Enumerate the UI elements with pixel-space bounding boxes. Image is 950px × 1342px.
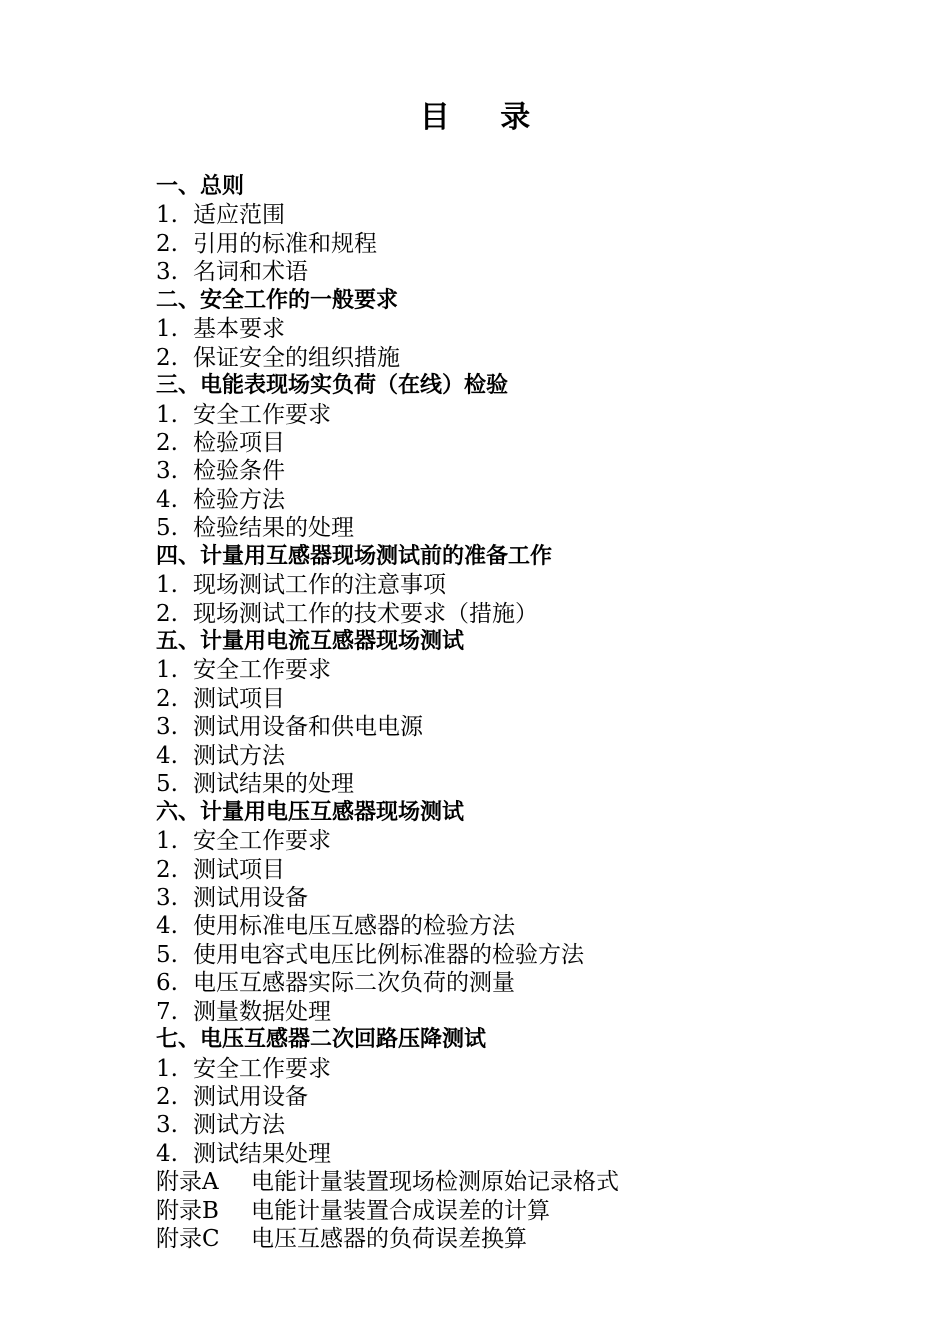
toc-item-number: 1. [156,657,178,684]
toc-item-text: 适应范围 [193,202,285,229]
toc-chapter-heading: 六、计量用电压互感器现场测试 [156,799,465,825]
toc-appendix [156,1197,856,1225]
toc-chapter-heading: 一、总则 [156,174,245,199]
toc-item-number: 2. [156,600,178,627]
toc-chapter-heading: 三、电能表现场实负荷（在线）检验 [156,373,509,399]
toc-item-number: 1. [156,828,178,855]
toc-item-text: 使用标准电压互感器的检验方法 [193,913,515,940]
toc-item-number: 6. [156,970,178,997]
toc-item-number: 4. [156,486,178,513]
toc-item [156,230,856,258]
toc-item-text: 检验项目 [193,429,285,456]
toc-item-text: 检验方法 [193,486,285,513]
toc-item-text: 测试用设备 [193,1084,308,1110]
toc-item-number: 2. [156,230,178,257]
toc-item-text: 安全工作要求 [193,1055,331,1082]
toc-item-number: 3. [156,458,178,485]
toc-item-number: 1. [156,316,178,343]
toc-item-number: 3. [156,1112,178,1139]
toc-item [156,742,856,770]
toc-appendix [156,1168,856,1196]
toc-item [156,969,856,997]
toc-item [156,571,856,599]
toc-item-number: 1. [156,572,178,599]
toc-item-text: 检验条件 [193,458,285,485]
toc-item-text: 测试结果处理 [193,1140,331,1167]
toc-appendix-label: 附录C [156,1226,220,1253]
toc-item [156,514,856,542]
toc-item-text: 现场测试工作的注意事项 [193,572,446,599]
toc-item-number: 3. [156,884,178,911]
toc-item-text: 现场测试工作的技术要求（措施） [193,600,538,627]
toc-item-text: 安全工作要求 [193,828,331,855]
toc-item [156,486,856,514]
toc-item-number: 4. [156,742,178,769]
toc-item [156,1140,856,1168]
toc-item [156,1083,856,1111]
toc-item-number: 3. [156,259,178,286]
toc-item-number: 7. [156,998,178,1025]
toc-item [156,1111,856,1139]
toc-item-text: 测试项目 [193,685,285,712]
toc-item-text: 使用电容式电压比例标准器的检验方法 [193,941,584,968]
toc-item-number: 4. [156,1140,178,1167]
page-title: 目 录 [419,100,551,135]
toc-item-number: 5. [156,515,178,542]
table-of-contents [156,173,856,1254]
toc-item-number: 1. [156,202,178,229]
toc-item [156,941,856,969]
toc-chapter-heading: 五、计量用电流互感器现场测试 [156,629,465,654]
toc-item [156,827,856,855]
toc-item-text: 测试项目 [193,856,285,883]
toc-item [156,770,856,798]
toc-item [156,884,856,912]
toc-appendix-label: 附录B [156,1197,219,1224]
toc-item-number: 5. [156,941,178,968]
toc-item-number: 4. [156,913,178,940]
toc-item-text: 基本要求 [193,316,285,343]
toc-item-text: 测试用设备 [193,884,308,911]
toc-item-text: 测试结果的处理 [193,771,354,798]
toc-item [156,713,856,741]
toc-chapter-heading: 四、计量用互感器现场测试前的准备工作 [156,543,553,569]
toc-item [156,656,856,684]
toc-item-text: 测量数据处理 [193,998,331,1025]
toc-item-text: 保证安全的组织措施 [193,344,400,371]
toc-item-number: 2. [156,429,178,456]
toc-appendix-label: 附录A [156,1169,219,1196]
toc-item [156,258,856,286]
toc-appendix-text: 电能计量装置合成误差的计算 [251,1197,550,1224]
toc-item [156,1055,856,1083]
toc-appendix-text: 电能计量装置现场检测原始记录格式 [251,1169,619,1196]
toc-item [156,856,856,884]
toc-item-number: 1. [156,1055,178,1082]
toc-item-text: 安全工作要求 [193,657,331,684]
toc-item-number: 1. [156,401,178,428]
toc-item-number: 2. [156,344,178,371]
toc-chapter-heading: 七、电压互感器二次回路压降测试 [156,1027,487,1053]
toc-item-number: 2. [156,856,178,883]
toc-item-text: 检验结果的处理 [193,515,354,542]
toc-item [156,457,856,485]
toc-appendix-text: 电压互感器的负荷误差换算 [251,1226,527,1253]
toc-item-text: 引用的标准和规程 [193,230,377,257]
toc-item [156,344,856,372]
toc-item-text: 测试方法 [193,742,285,769]
toc-item [156,401,856,429]
toc-appendix [156,1225,856,1253]
toc-item-text: 测试用设备和供电电源 [193,714,423,741]
toc-item-number: 2. [156,1084,178,1110]
toc-item [156,429,856,457]
toc-item [156,315,856,343]
toc-item-text: 安全工作要求 [193,401,331,428]
toc-item [156,201,856,229]
toc-item [156,912,856,940]
toc-chapter-heading: 二、安全工作的一般要求 [156,287,399,313]
toc-item-number: 2. [156,685,178,712]
toc-item-number: 3. [156,714,178,741]
toc-item-number: 5. [156,771,178,798]
toc-item [156,600,856,628]
toc-item [156,685,856,713]
toc-item-text: 测试方法 [193,1112,285,1139]
toc-item-text: 电压互感器实际二次负荷的测量 [193,970,515,997]
toc-item-text: 名词和术语 [193,259,308,286]
toc-item [156,998,856,1026]
